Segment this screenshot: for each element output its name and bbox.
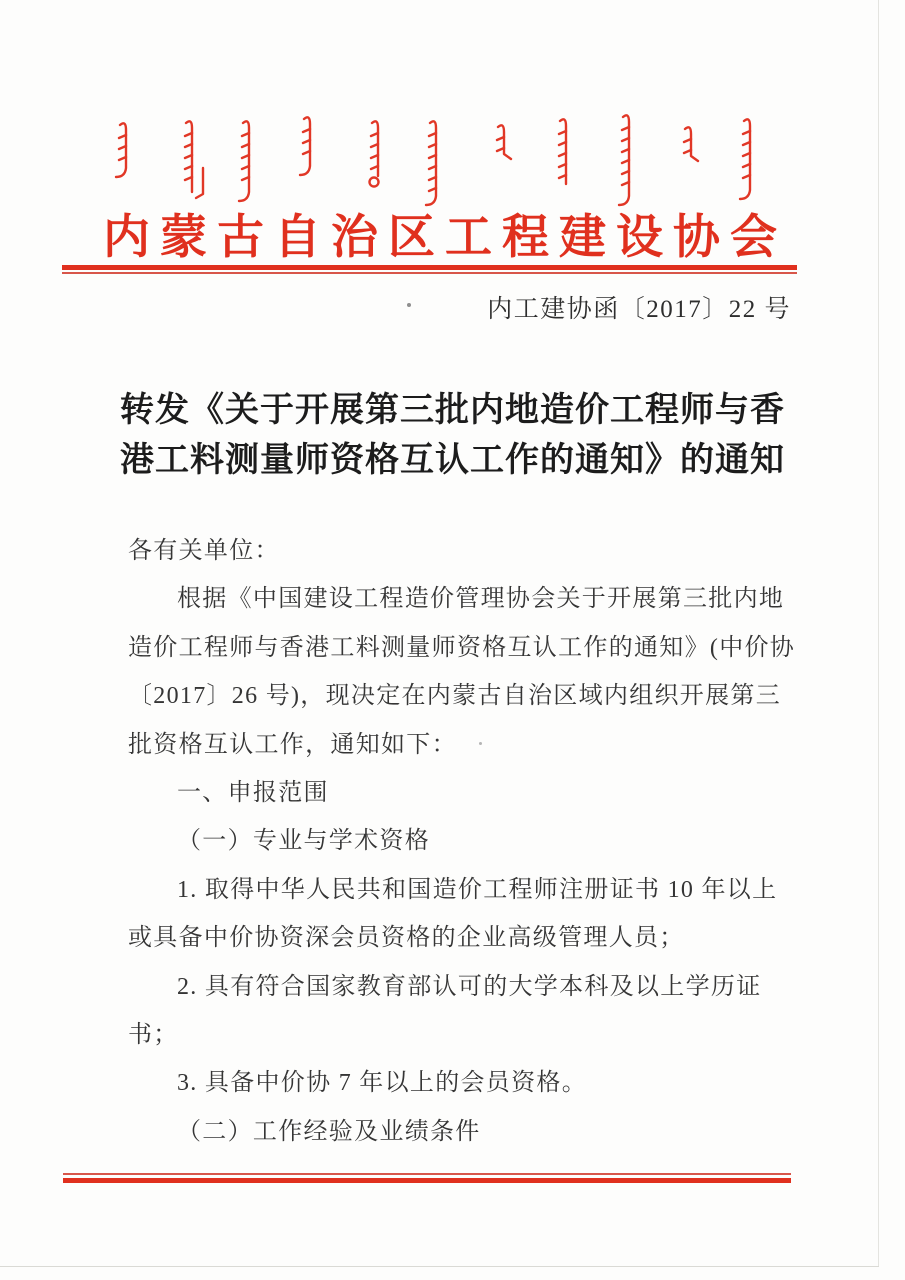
title-line-2: 港工料测量师资格互认工作的通知》的通知 (120, 442, 785, 479)
org-name: 内蒙古自治区工程建设协会 (103, 212, 787, 264)
footer-rule (63, 1173, 791, 1183)
body-line: （二）工作经验及业绩条件 (177, 1118, 481, 1145)
footer-rule-thin (63, 1173, 791, 1175)
body-line: 一、申报范围 (177, 780, 329, 807)
body-line: 〔2017〕26 号)，现决定在内蒙古自治区域内组织开展第三 (128, 683, 781, 710)
body-line: 根据《中国建设工程造价管理协会关于开展第三批内地 (177, 586, 785, 613)
body-line: 造价工程师与香港工料测量师资格互认工作的通知》(中价协 (128, 634, 796, 661)
doc-number: 内工建协函〔2017〕22 号 (487, 296, 791, 323)
body-line: 2. 具有符合国家教育部认可的大学本科及以上学历证 (177, 973, 762, 1000)
body-line: （一）专业与学术资格 (177, 828, 430, 855)
header-rule-thick (62, 265, 797, 270)
header-rule (62, 265, 797, 274)
body-line: 1. 取得中华人民共和国造价工程师注册证书 10 年以上 (177, 876, 778, 903)
body-line: 批资格互认工作，通知如下： (128, 731, 457, 758)
scan-artifact-dot (479, 742, 482, 745)
body-text (128, 527, 818, 1156)
notice-title (0, 386, 905, 486)
body-line: 书； (128, 1022, 179, 1049)
body-line: 各有关单位： (128, 538, 280, 564)
mongolian-script-header (0, 0, 905, 230)
page-edge-right (878, 0, 879, 1267)
body-line: 或具备中价协资深会员资格的企业高级管理人员； (128, 925, 685, 952)
page-edge-bottom (0, 1266, 879, 1267)
body-line: 3. 具备中价协 7 年以上的会员资格。 (177, 1070, 587, 1097)
scan-artifact-dot (407, 303, 411, 307)
title-line-1: 转发《关于开展第三批内地造价工程师与香 (120, 392, 785, 429)
header-rule-thin (62, 272, 797, 274)
footer-rule-thick (63, 1178, 791, 1183)
